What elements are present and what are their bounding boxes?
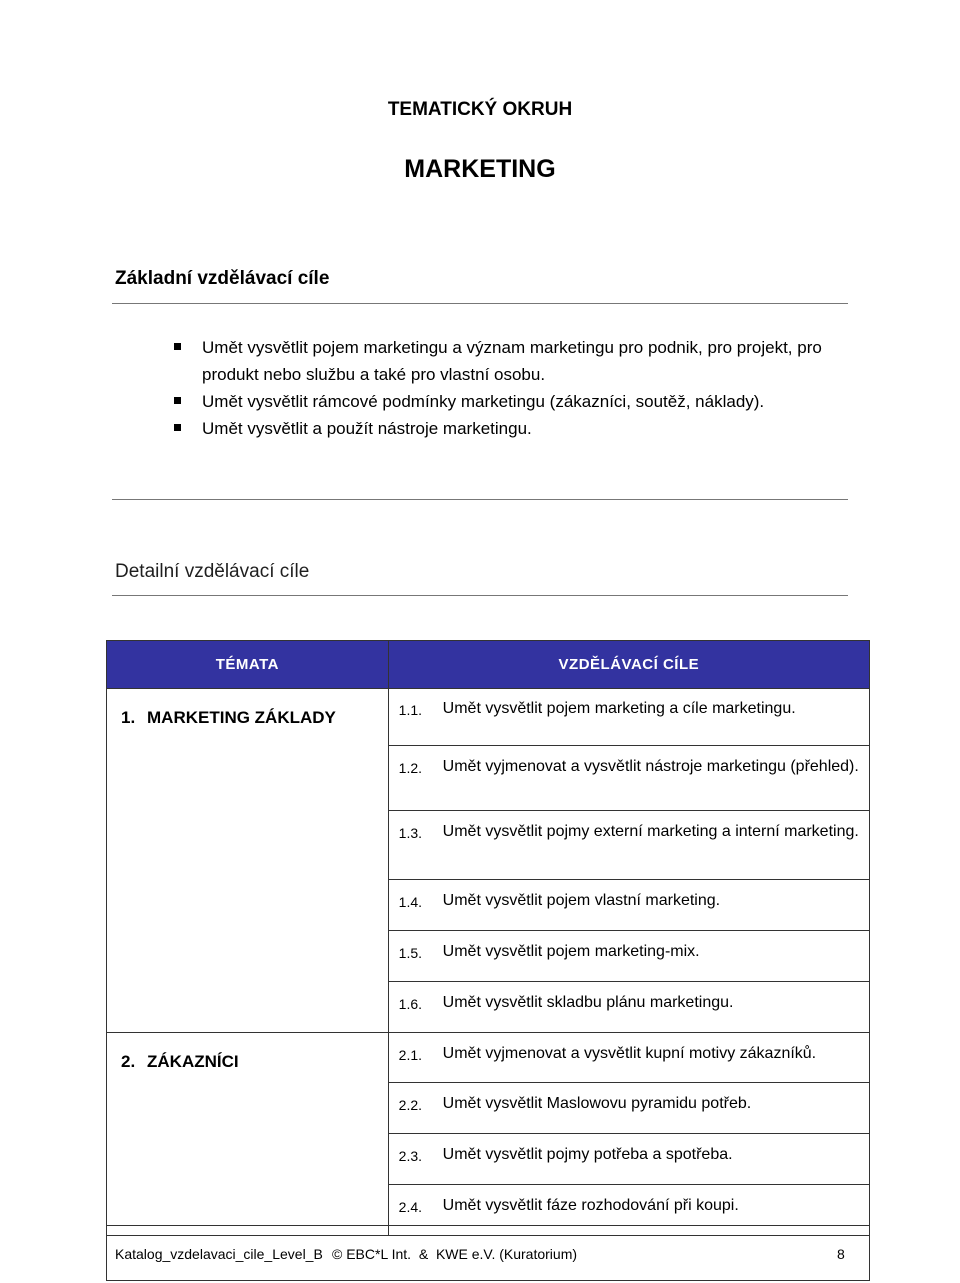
page-footer — [106, 1225, 870, 1281]
column-header-topics: TÉMATA — [107, 641, 389, 689]
goal-cell: 1.2. Umět vyjmenovat a vysvětlit nástroje marketingu (přehled). — [388, 746, 869, 811]
page-number: 8 — [837, 1246, 845, 1262]
divider — [112, 595, 848, 596]
basic-goals-list — [172, 334, 832, 442]
table-row — [107, 689, 870, 746]
square-bullet-icon — [172, 415, 202, 442]
goal-cell: 1.5. Umět vysvětlit pojem marketing-mix. — [388, 931, 869, 982]
goal-cell: 1.6. Umět vysvětlit skladbu plánu marketingu. — [388, 982, 869, 1033]
table-header-row — [107, 641, 870, 689]
list-item: Umět vysvětlit a použít nástroje marketingu. — [172, 415, 832, 442]
footer-copyright: © EBC*L Int. & KWE e.V. (Kuratorium) — [332, 1246, 578, 1262]
goal-cell: 1.3. Umět vysvětlit pojmy externí marketing a interní marketing. — [388, 811, 869, 880]
footer-filename: Katalog_vzdelavaci_cile_Level_B — [115, 1246, 323, 1262]
topic-cell: 1. MARKETING ZÁKLADY — [107, 689, 389, 1033]
goals-table — [106, 640, 870, 1236]
divider — [112, 499, 848, 500]
page-title: MARKETING — [404, 155, 556, 183]
table-row — [107, 1033, 870, 1083]
column-header-goals: VZDĚLÁVACÍ CÍLE — [388, 641, 869, 689]
list-item: Umět vysvětlit pojem marketingu a význam marketingu pro podnik, pro projekt, pro produkt nebo službu a také pro vlastní osobu. — [172, 334, 832, 388]
divider — [112, 303, 848, 304]
basic-goals-heading: Základní vzdělávací cíle — [115, 268, 330, 289]
detailed-goals-heading: Detailní vzdělávací cíle — [115, 561, 310, 582]
goal-cell: 1.4. Umět vysvětlit pojem vlastní marketing. — [388, 880, 869, 931]
list-item: Umět vysvětlit rámcové podmínky marketingu (zákazníci, soutěž, náklady). — [172, 388, 832, 415]
square-bullet-icon — [172, 334, 202, 388]
topic-cell: 2. ZÁKAZNÍCI — [107, 1033, 389, 1236]
goal-cell: 2.4. Umět vysvětlit fáze rozhodování při koupi. — [388, 1185, 869, 1236]
goal-cell: 1.1. Umět vysvětlit pojem marketing a cíle marketingu. — [388, 689, 869, 746]
section-label: TEMATICKÝ OKRUH — [387, 99, 573, 120]
goal-cell: 2.1. Umět vyjmenovat a vysvětlit kupní motivy zákazníků. — [388, 1033, 869, 1083]
square-bullet-icon — [172, 388, 202, 415]
goal-cell: 2.2. Umět vysvětlit Maslowovu pyramidu potřeb. — [388, 1083, 869, 1134]
goal-cell: 2.3. Umět vysvětlit pojmy potřeba a spotřeba. — [388, 1134, 869, 1185]
